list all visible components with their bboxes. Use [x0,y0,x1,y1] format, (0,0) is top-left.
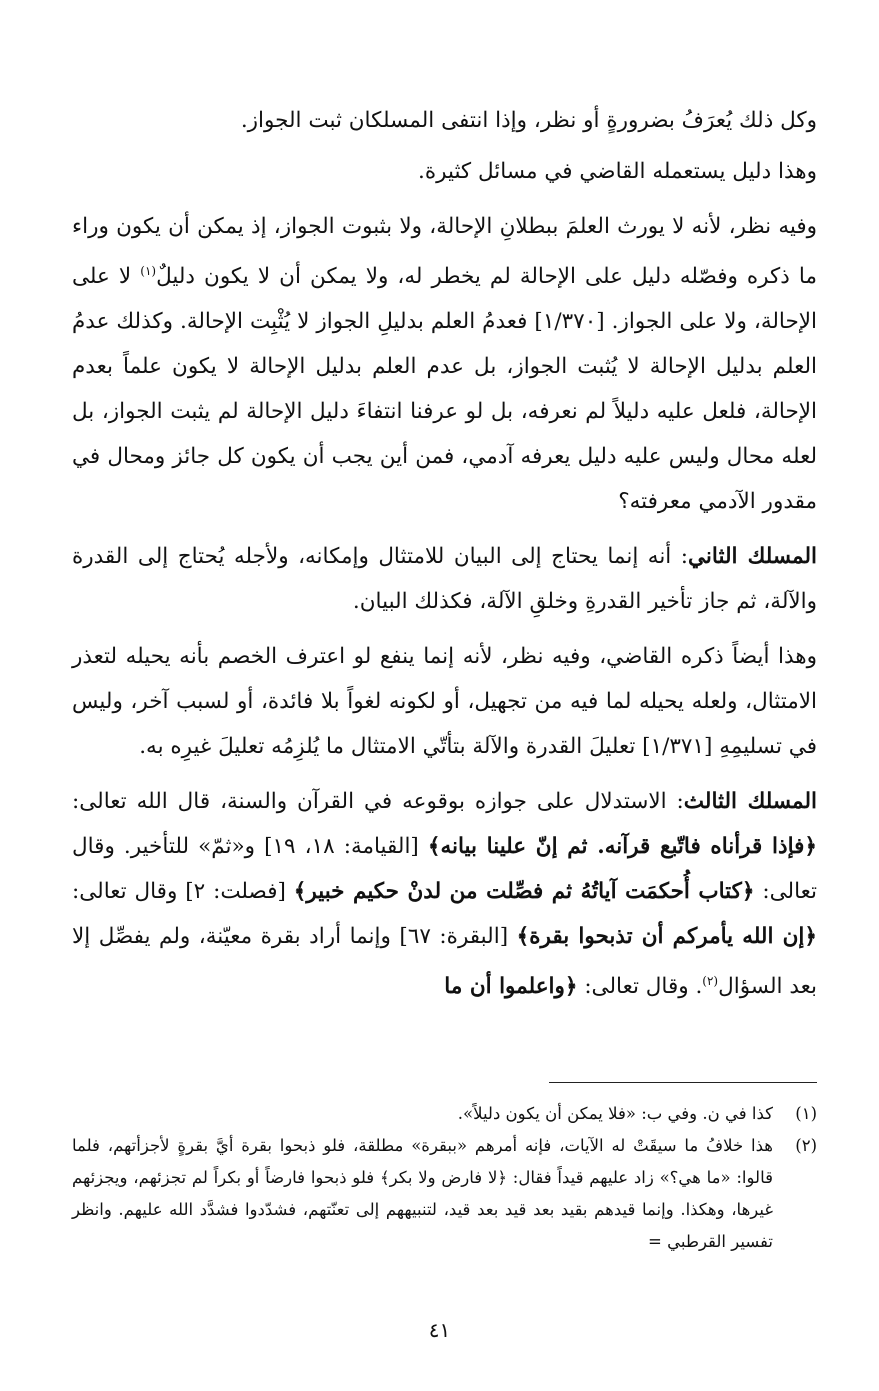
paragraph-critique-1 [72,204,817,524]
third-path-label: المسلك الثالث [683,789,817,815]
third-path-text-5: . وقال تعالى: [577,974,703,1000]
footnotes [72,1098,817,1258]
paragraph-1: وكل ذلك يُعرَفُ بضرورةٍ أو نظر، وإذا انتفى المسلكان ثبت الجواز. [240,108,817,133]
footnote-divider [549,1082,817,1083]
quran-quote-4: ﴿واعلموا أن ما [444,974,578,1000]
footnote-number: (٢) [795,1136,817,1155]
third-path-text-3: [فصلت: ٢] وقال تعالى: [72,879,294,905]
page-number: ٤١ [428,1318,451,1342]
second-path-paragraph [72,534,817,624]
footnote-1 [72,1098,817,1130]
quran-quote-3: ﴿إن الله يأمركم أن تذبحوا بقرة﴾ [516,924,817,950]
paragraph-2: وهذا دليل يستعمله القاضي في مسائل كثيرة. [418,159,817,184]
footnote-marker-2: (٢) [702,974,719,989]
third-path-paragraph [72,779,817,1009]
footnote-2 [72,1130,817,1258]
quran-quote-2: ﴿كتاب أُحكمَت آياتُهُ ثم فصِّلت من لدنْ حكيم خبير﴾ [293,879,755,905]
third-path-text-1: : الاستدلال على جوازه بوقوعه في القرآن والسنة، قال الله تعالى: [72,789,684,815]
second-path-text: : أنه إنما يحتاج إلى البيان للامتثال وإمكانه، ولأجله يُحتاج إلى القدرة والآلة، ثم جاز تأخير القدرةِ وخلقِ الآلة، فكذلك البيان. [72,544,817,615]
paragraph-3-part-a: وفيه نظر، لأنه لا يورث العلمَ ببطلانِ الإحالة، ولا بثبوت الجواز، إذ يمكن أن يكون وراء ما ذكره وفصّله دليل على الإحالة لم يخطر له، ولا يمكن أن لا يكون دليلٌ [72,214,817,290]
footnote-text: كذا في ن. وفي ب: «فلا يمكن أن يكون دليلاً». [457,1104,773,1123]
second-path-label: المسلك الثاني [688,544,817,570]
paragraph-critique-2: وهذا أيضاً ذكره القاضي، وفيه نظر، لأنه إنما ينفع لو اعترف الخصم بأنه يحيله لتعذر الامتثال، ولعله يحيله لما فيه من تجهيل، أو لكونه لغواً بلا فائدة، أو لسبب آخر، وليس في تسليمِهِ [١/٣٧١] تعليلَ القدرة والآلة بتأتّي الامتثال ما يُلزِمُه تعليلَ غيرِه به. [72,644,817,760]
footnote-number: (١) [795,1104,817,1123]
footnote-marker-1: (١) [140,264,157,278]
paragraph-3-part-b: لا على الإحالة، ولا على الجواز. [١/٣٧٠] فعدمُ العلم بدليلِ الجواز لا يُثْبِت الإحالة. وكذلك عدمُ العلم بدليل الإحالة لا يُثبت الجواز، بل عدم العلم بدليل الإحالة لا يكون علماً بعدم الإحالة، فلعل عليه دليلاً لم نعرفه، بل لو عرفنا انتفاءَ دليل الإحالة لم يثبت الجواز، بل لعله محال وليس عليه دليل يعرفه آدمي، فمن أين يجب أن يكون كل جائز ومحال في مقدور الآدمي معرفته؟ [72,264,817,515]
third-path-text-4: [البقرة: ٦٧] وإنما أراد بقرة معيّنة، ولم يفصِّل إلا بعد السؤال [72,924,817,1000]
quran-quote-1: ﴿فإذا قرأناه فاتّبع قرآنه. ثم إنّ علينا بيانه﴾ [427,834,817,860]
third-path-text-2: [القيامة: ١٨، ١٩] و«ثمّ» للتأخير. وقال تعالى: [72,834,817,905]
footnote-text: هذا خلافُ ما سيقَتْ له الآيات، فإنه أمرهم «ببقرة» مطلقة، فلو ذبحوا بقرة أيَّ بقرةٍ لأجزأتهم، فلما قالوا: «ما هي؟» زاد عليهم قيداً فقال: ﴿لا فارض ولا بكر﴾ فلو ذبحوا فارضاً أو بكراً لم تجزئهم، ويجزئهم غيرها، وهكذا. وإنما قيدهم بقيد بعد قيد بعد قيد، لتنبيههم إلى تعنّتهم، فشدّدوا فشدَّد الله عليهم. وانظر تفسير القرطبي = [72,1136,773,1251]
